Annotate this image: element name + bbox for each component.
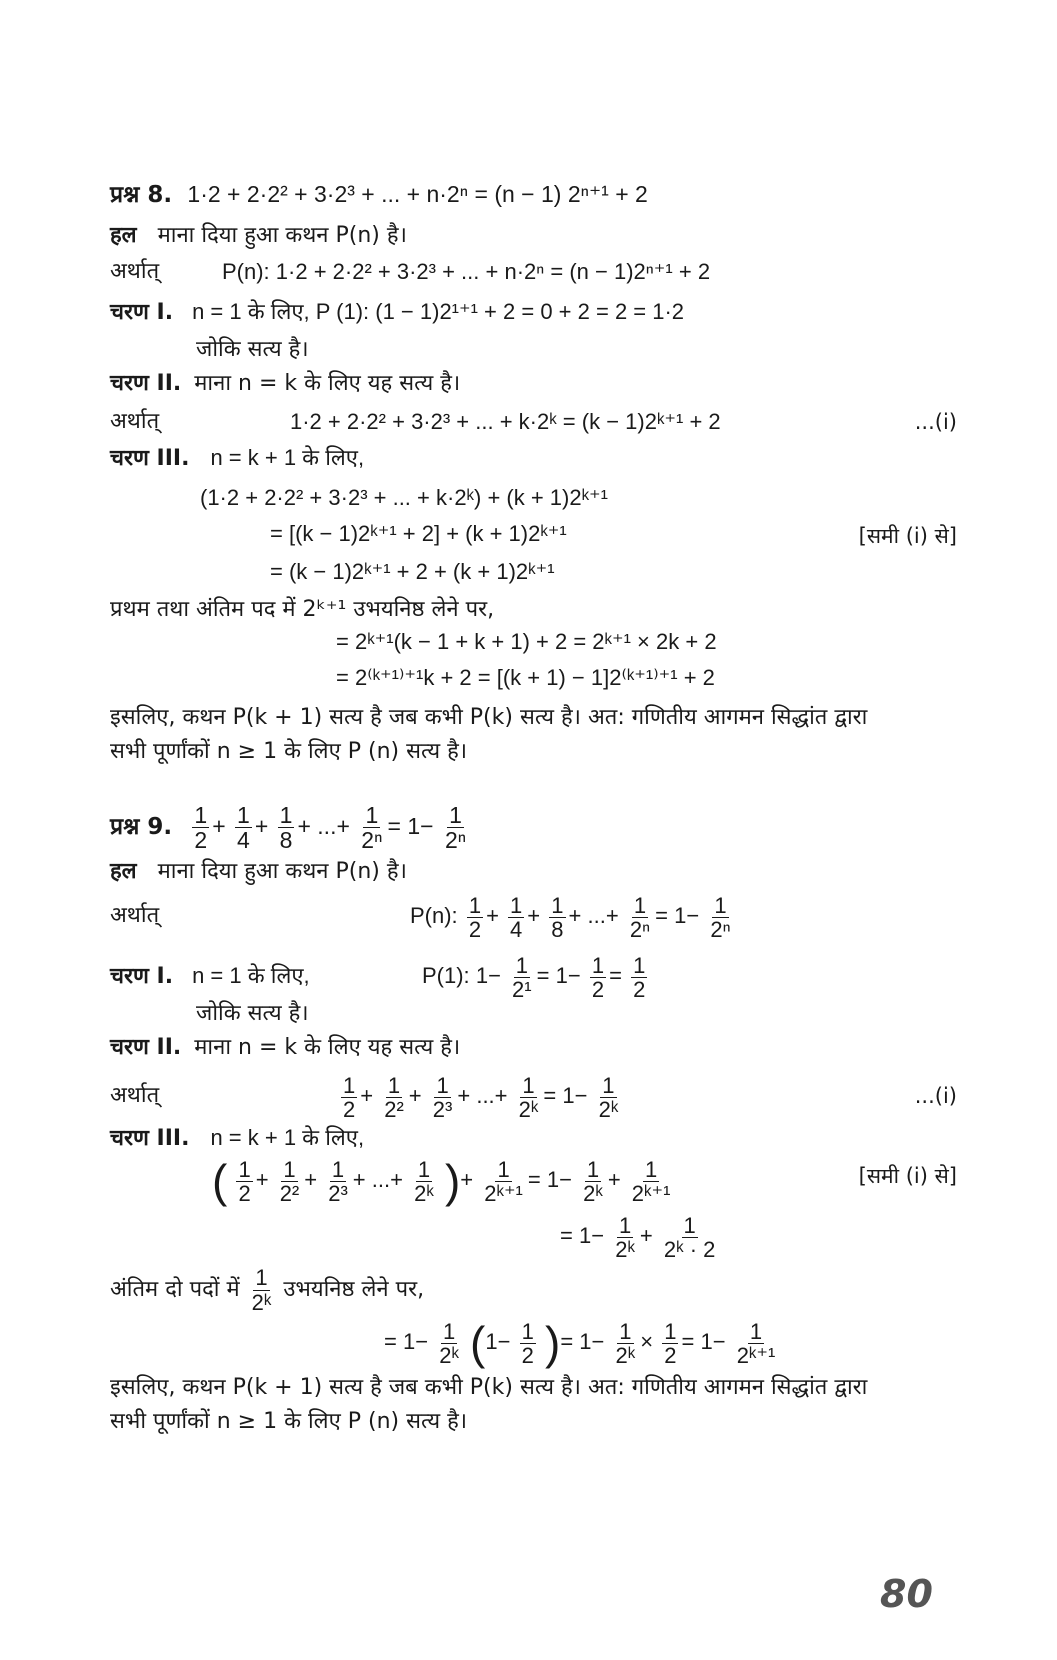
- q9-step3-eq3: = 1− $\frac{1}{\text{2ᵏ}}$ (1− $\frac{1}{2}$ )= 1− $\frac{1}{\text{2ᵏ}}$ × $\frac{1}{2}$ = 1− $\frac{1}{\text{2ᵏ⁺¹}}$: [384, 1317, 776, 1370]
- fraction: $\frac{1}{8}$: [279, 802, 293, 854]
- fraction: $\frac{1}{\text{2ⁿ}}$: [444, 802, 467, 854]
- q8-label: प्रश्न 8.: [110, 182, 173, 208]
- q8-step2-label: चरण II.: [110, 371, 182, 396]
- q9-step2-text: माना n = k के लिए यह सत्य है।: [194, 1035, 461, 1060]
- q8-step2-line: [110, 370, 460, 398]
- q9-common-text-pre: अंतिम दो पदों में: [110, 1277, 240, 1302]
- q9-pn-eq: P(n): $\frac{1}{2}$ + $\frac{1}{4}$ + $\frac{1}{8}$ + ...+ $\frac{1}{\text{2ⁿ}}$ = 1− $\frac{1}{\text{2ⁿ}}$: [410, 892, 731, 942]
- q8-step3-eq2: = [(k − 1)2ᵏ⁺¹ + 2] + (k + 1)2ᵏ⁺¹: [270, 521, 567, 546]
- q9-step3-line: [110, 1124, 364, 1153]
- q8-hal-label: हल: [110, 223, 137, 248]
- q8-step3-label: चरण III.: [110, 446, 190, 471]
- q9-common-text-post: उभयनिष्ठ लेने पर,: [283, 1277, 425, 1302]
- q9-common-line: [110, 1262, 424, 1318]
- q9-step1-true: जोकि सत्य है।: [196, 1001, 309, 1026]
- q9-conclusion-2: सभी पूर्णांकों n ≥ 1 के लिए P (n) सत्य है।: [110, 1409, 468, 1434]
- q8-arthat-line: [110, 258, 711, 286]
- q8-step1-line: [110, 298, 684, 327]
- q9-step1-text: n = 1 के लिए,: [192, 963, 310, 988]
- fraction: $\frac{1}{4}$: [237, 802, 250, 854]
- q9-hal-line: [110, 858, 407, 886]
- q9-statement-line: [110, 798, 471, 855]
- q8-step3-eq3: = (k − 1)2ᵏ⁺¹ + 2 + (k + 1)2ᵏ⁺¹: [270, 559, 555, 584]
- q8-step1-label: चरण I.: [110, 300, 174, 325]
- q9-step2-arthat-line: [110, 1068, 619, 1124]
- q8-step3-eq1: (1·2 + 2·2² + 3·2³ + ... + k·2ᵏ) + (k + 1)2ᵏ⁺¹: [200, 485, 608, 510]
- q8-arthat-eq: P(n): 1·2 + 2·2² + 3·2³ + ... + n·2ⁿ = (n − 1)2ⁿ⁺¹ + 2: [222, 259, 711, 284]
- q9-label: प्रश्न 9.: [110, 814, 173, 840]
- q9-step1-line: [110, 948, 646, 1005]
- q8-common-text: प्रथम तथा अंतिम पद में 2ᵏ⁺¹ उभयनिष्ठ लेने पर,: [110, 597, 495, 622]
- q9-step3-ref: [समी (i) से]: [858, 1164, 957, 1188]
- fraction: $\frac{1}{2}$: [194, 802, 208, 854]
- q9-arthat-label: अर्थात्: [110, 903, 160, 928]
- q8-step3-ref: [समी (i) से]: [858, 524, 957, 548]
- q9-step2-line: [110, 1034, 460, 1062]
- q9-hal-label: हल: [110, 859, 137, 884]
- fraction: $\frac{1}{\text{2ᵏ}}$: [251, 1265, 272, 1315]
- q9-eq-ref-i: ...(i): [914, 1084, 957, 1108]
- q9-step2-arthat: अर्थात्: [110, 1083, 160, 1108]
- q8-hal-text: माना दिया हुआ कथन P(n) है।: [157, 223, 407, 248]
- q8-eq-ref-i: ...(i): [914, 410, 957, 434]
- fraction: $\frac{1}{\text{2ⁿ}}$: [361, 802, 383, 854]
- q8-step1-true: जोकि सत्य है।: [196, 337, 309, 362]
- q9-arthat-line: [110, 888, 731, 944]
- q8-step2-eq: 1·2 + 2·2² + 3·2³ + ... + k·2ᵏ = (k − 1)2ᵏ⁺¹ + 2: [290, 409, 721, 434]
- q8-conclusion-1: इसलिए, कथन P(k + 1) सत्य है जब कभी P(k) सत्य है। अत: गणितीय आगमन सिद्धांत द्वारा: [110, 705, 868, 730]
- q9-step3-eq1: ( $\frac{1}{2}$ + $\frac{1}{\text{2²}}$ + $\frac{1}{\text{2³}}$ + ...+ $\frac{1}{\text{2ᵏ}}$ )+ $\frac{1}{\text{2ᵏ⁺¹}}$ = 1− $\frac{1}{\text{2ᵏ}}$ + $\frac{1}{\text{2ᵏ⁺¹}}$: [212, 1155, 671, 1208]
- q9-hal-text: माना दिया हुआ कथन P(n) है।: [157, 859, 407, 884]
- q8-statement: 1·2 + 2·2² + 3·2³ + ... + n·2ⁿ = (n − 1) 2ⁿ⁺¹ + 2: [187, 181, 648, 207]
- q8-conclusion-2: सभी पूर्णांकों n ≥ 1 के लिए P (n) सत्य है।: [110, 739, 468, 764]
- q8-step3-line: [110, 444, 364, 473]
- q9-step2-label: चरण II.: [110, 1035, 182, 1060]
- q9-step2-eq: $\frac{1}{2}$ + $\frac{1}{\text{2²}}$ + $\frac{1}{\text{2³}}$ + ...+ $\frac{1}{\text{2ᵏ}}$ = 1− $\frac{1}{\text{2ᵏ}}$: [343, 1072, 619, 1122]
- q8-step1-text: n = 1 के लिए, P (1): (1 − 1)2¹⁺¹ + 2 = 0 + 2 = 2 = 1·2: [192, 299, 685, 324]
- q9-p1-eq: P(1): 1− $\frac{1}{\text{2¹}}$ = 1− $\frac{1}{2}$ = $\frac{1}{2}$: [422, 952, 646, 1002]
- q9-step3-eq2: = 1− $\frac{1}{\text{2ᵏ}}$ + $\frac{1}{\text{2ᵏ · 2}}$: [560, 1212, 716, 1262]
- q9-conclusion-1: इसलिए, कथन P(k + 1) सत्य है जब कभी P(k) सत्य है। अत: गणितीय आगमन सिद्धांत द्वारा: [110, 1375, 868, 1400]
- q8-step3-eq4: = 2ᵏ⁺¹(k − 1 + k + 1) + 2 = 2ᵏ⁺¹ × 2k + 2: [336, 629, 717, 654]
- q8-step3-eq5: = 2⁽ᵏ⁺¹⁾⁺¹k + 2 = [(k + 1) − 1]2⁽ᵏ⁺¹⁾⁺¹ + 2: [336, 665, 715, 690]
- q9-step1-label: चरण I.: [110, 964, 174, 989]
- q8-step3-text: n = k + 1 के लिए,: [210, 445, 365, 470]
- q8-arthat-label: अर्थात्: [110, 259, 160, 284]
- q8-step2-arthat-line: [110, 408, 721, 436]
- q8-step2-arthat: अर्थात्: [110, 409, 160, 434]
- q9-step3-label: चरण III.: [110, 1126, 190, 1151]
- q8-step2-text: माना n = k के लिए यह सत्य है।: [194, 371, 461, 396]
- q8-hal-line: [110, 222, 407, 250]
- page-number: 80: [880, 1572, 933, 1616]
- q9-step3-text: n = k + 1 के लिए,: [210, 1125, 365, 1150]
- q9-statement: $\frac{1}{2}$ + $\frac{1}{4}$ + $\frac{1}{8}$ + ...+ $\frac{1}{\text{2ⁿ}}$ = 1− $\frac{1}{\text{2ⁿ}}$: [194, 802, 467, 854]
- q8-statement-line: [110, 180, 648, 209]
